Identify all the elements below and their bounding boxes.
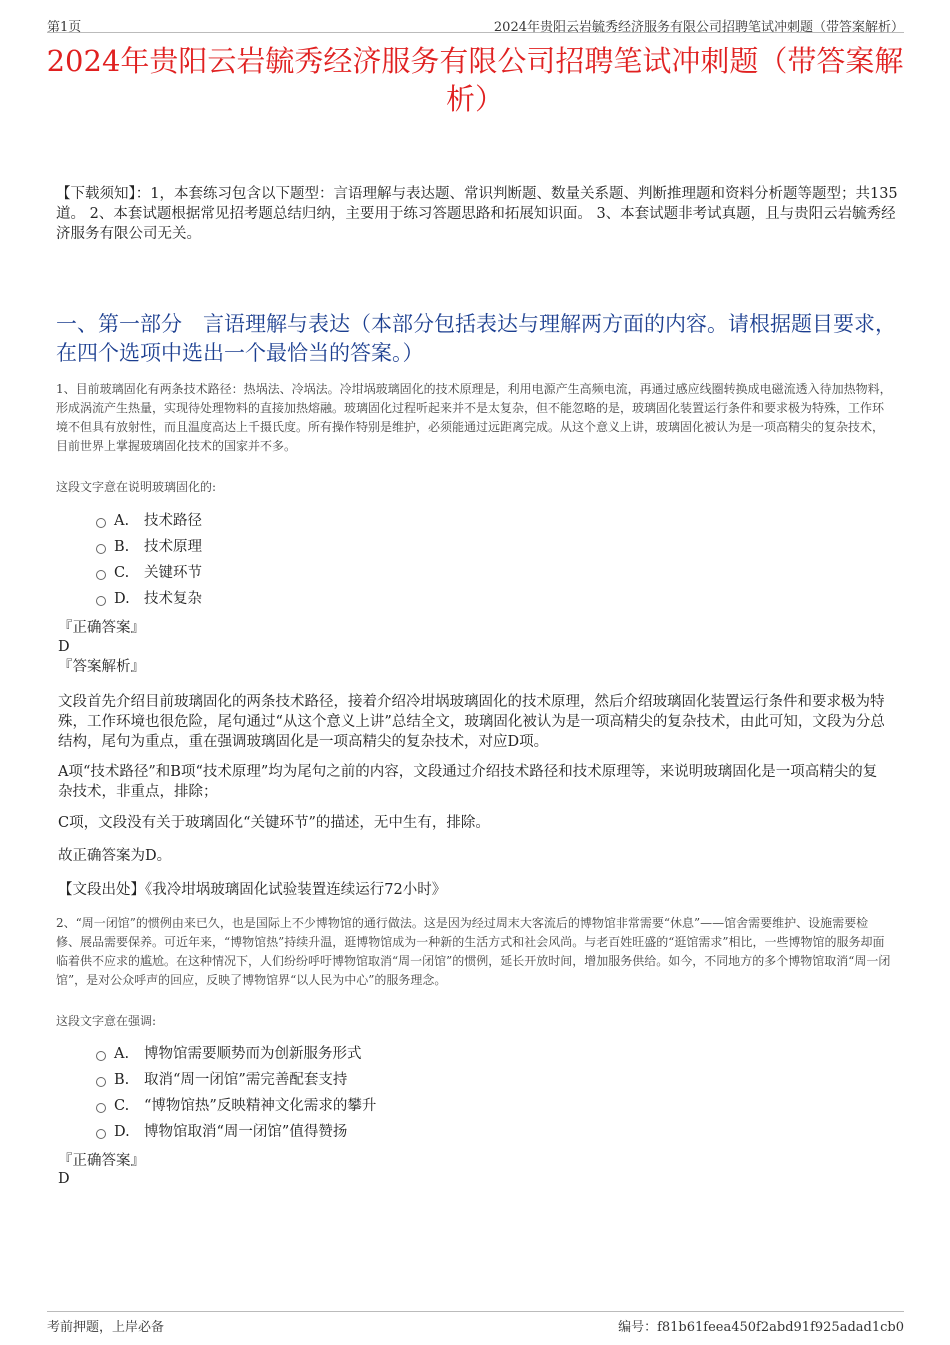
radio-icon[interactable]	[96, 1051, 106, 1061]
page-footer	[47, 1311, 904, 1335]
radio-icon[interactable]	[96, 544, 106, 554]
radio-icon[interactable]	[96, 1129, 106, 1139]
answer-label: 『正确答案』	[58, 620, 145, 636]
option-label: A.	[114, 513, 130, 529]
analysis-label: 『答案解析』	[58, 659, 145, 675]
option-d[interactable]	[96, 1119, 376, 1145]
option-text: 取消“周一闭馆”需完善配套支持	[144, 1072, 348, 1088]
option-a[interactable]	[96, 1041, 376, 1067]
page-number: 第1页	[47, 20, 82, 35]
option-b[interactable]	[96, 534, 202, 560]
option-label: B.	[114, 539, 130, 555]
analysis-paragraph-3: C项，文段没有关于玻璃固化“关键环节”的描述，无中生有，排除。	[58, 815, 490, 831]
analysis-paragraph-4: 故正确答案为D。	[58, 848, 172, 864]
footer-slogan: 考前押题，上岸必备	[47, 1320, 165, 1335]
footer-serial: 编号：f81b61feea450f2abd91f925adad1cb0	[618, 1320, 904, 1335]
option-c[interactable]	[96, 560, 202, 586]
option-label: D.	[114, 1124, 130, 1140]
source-note: 【文段出处】《我冷坩埚玻璃固化试验装置连续运行72小时》	[58, 882, 447, 898]
option-b[interactable]	[96, 1067, 376, 1093]
question-2-text: 2、“周一闭馆”的惯例由来已久，也是国际上不少博物馆的通行做法。这是因为经过周末大客流后的博物馆非常需要“休息”——馆舍需要维护、设施需要检修、展品需要保养。可近年来，“博物馆热”持续升温，逛博物馆成为一种新的生活方式和社会风尚。与老百姓旺盛的“逛馆需求”相比，一些博物馆的服务却面临着供不应求的尴尬。在这种情况下，人们纷纷呼吁博物馆取消“周一闭馆”的惯例，延长开放时间，增加服务供给。如今，不同地方的多个博物馆取消“周一闭馆”，是对公众呼声的回应，反映了博物馆界“以人民为中心”的服务理念。	[56, 916, 891, 987]
option-label: A.	[114, 1046, 130, 1062]
section-heading: 一、第一部分 言语理解与表达（本部分包括表达与理解两方面的内容。请根据题目要求，在四个选项中选出一个最恰当的答案。）	[56, 312, 896, 365]
answer-label: 『正确答案』	[58, 1153, 145, 1169]
option-text: “博物馆热”反映精神文化需求的攀升	[144, 1098, 377, 1114]
option-label: C.	[114, 1098, 130, 1114]
answer-value: D	[58, 1171, 70, 1187]
option-label: C.	[114, 565, 130, 581]
analysis-paragraph-2: A项“技术路径”和B项“技术原理”均为尾句之前的内容，文段通过介绍技术路径和技术原理等，来说明玻璃固化是一项高精尖的复杂技术，非重点，排除；	[58, 764, 878, 800]
document-title: 2024年贵阳云岩毓秀经济服务有限公司招聘笔试冲刺题（带答案解析）	[46, 44, 904, 116]
option-text: 技术路径	[144, 513, 202, 529]
option-a[interactable]	[96, 508, 202, 534]
option-text: 博物馆取消“周一闭馆”值得赞扬	[144, 1124, 348, 1140]
question-2-options	[96, 1041, 376, 1145]
option-c[interactable]	[96, 1093, 376, 1119]
question-1-stem: 这段文字意在说明玻璃固化的:	[56, 480, 217, 494]
radio-icon[interactable]	[96, 1103, 106, 1113]
option-text: 技术复杂	[144, 591, 202, 607]
answer-value: D	[58, 639, 70, 655]
question-1-text: 1、目前玻璃固化有两条技术路径：热埚法、冷埚法。冷坩埚玻璃固化的技术原理是，利用电源产生高频电流，再通过感应线圈转换成电磁流透入待加热物料，形成涡流产生热量，实现待处理物料的直接加热熔融。玻璃固化过程听起来并不是太复杂，但不能忽略的是，玻璃固化装置运行条件和要求极为特殊，工作环境不但具有放射性，而且温度高达上千摄氏度。所有操作特别是维护，必须能通过远距离完成。从这个意义上讲，玻璃固化被认为是一项高精尖的复杂技术，目前世界上掌握玻璃固化技术的国家并不多。	[56, 382, 892, 453]
download-notice: 【下载须知】：1，本套练习包含以下题型：言语理解与表达题、常识判断题、数量关系题、判断推理题和资料分析题等题型；共135道。 2、本套试题根据常见招考题总结归纳，主要用于练习答题思路和拓展知识面。 3、本套试题非考试真题，且与贵阳云岩毓秀经济服务有限公司无关。	[56, 186, 898, 242]
radio-icon[interactable]	[96, 518, 106, 528]
page-header	[47, 14, 904, 33]
analysis-paragraph-1: 文段首先介绍目前玻璃固化的两条技术路径，接着介绍冷坩埚玻璃固化的技术原理，然后介绍玻璃固化装置运行条件和要求极为特殊，工作环境也很危险，尾句通过“从这个意义上讲”总结全文，玻璃固化被认为是一项高精尖的复杂技术，由此可知，文段为分总结构，尾句为重点，重在强调玻璃固化是一项高精尖的复杂技术，对应D项。	[58, 694, 885, 750]
option-label: B.	[114, 1072, 130, 1088]
option-d[interactable]	[96, 586, 202, 612]
radio-icon[interactable]	[96, 1077, 106, 1087]
header-doc-title: 2024年贵阳云岩毓秀经济服务有限公司招聘笔试冲刺题（带答案解析）	[493, 20, 904, 35]
option-text: 博物馆需要顺势而为创新服务形式	[144, 1046, 362, 1062]
radio-icon[interactable]	[96, 596, 106, 606]
question-2-stem: 这段文字意在强调:	[56, 1014, 157, 1028]
option-text: 关键环节	[144, 565, 202, 581]
option-label: D.	[114, 591, 130, 607]
radio-icon[interactable]	[96, 570, 106, 580]
question-1-options	[96, 508, 202, 612]
option-text: 技术原理	[144, 539, 202, 555]
